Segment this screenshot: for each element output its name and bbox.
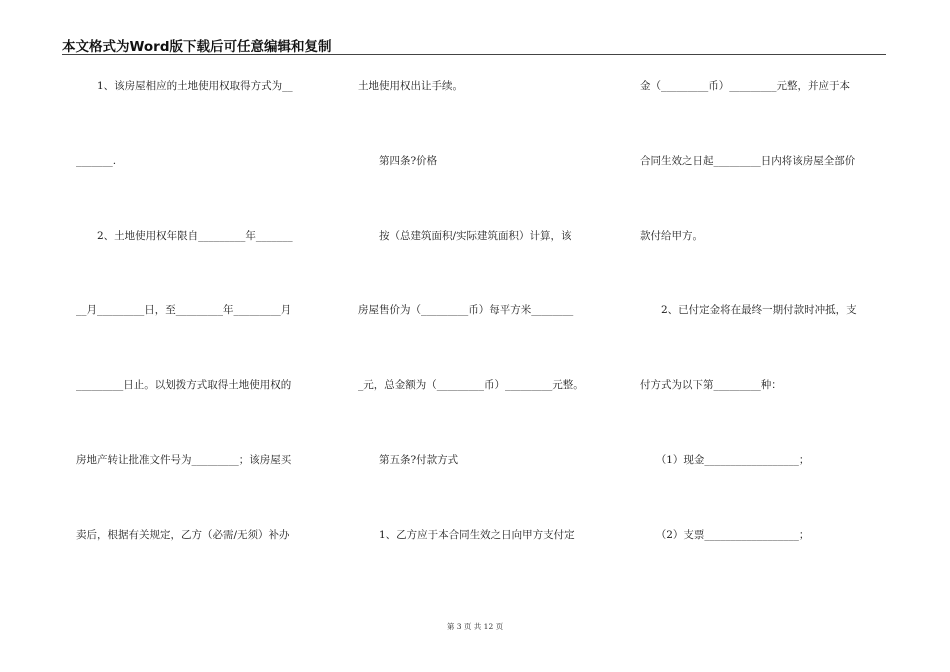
- text-line: 合同生效之日起_________日内将该房屋全部价: [640, 155, 856, 167]
- text-line: （1）现金__________________；: [640, 454, 810, 466]
- text-line: （2）支票__________________；: [640, 529, 810, 541]
- text-line: _元，总金额为（_________币）_________元整。: [358, 379, 584, 391]
- page-header: [62, 34, 886, 55]
- page-number: 第 3 页 共 12 页: [446, 622, 504, 631]
- text-line: 2、土地使用权年限自_________年_______: [76, 230, 293, 242]
- text-line: 按（总建筑面积/实际建筑面积）计算，该: [358, 230, 572, 242]
- text-line: 金（_________币）_________元整，并应于本: [640, 80, 850, 92]
- text-line: 款付给甲方。: [640, 230, 703, 242]
- text-line: 2、已付定金将在最终一期付款时冲抵，支: [640, 304, 857, 316]
- text-line: 第五条?付款方式: [358, 454, 459, 466]
- text-line: 1、该房屋相应的土地使用权取得方式为__: [76, 80, 293, 92]
- text-line: _______.: [76, 155, 117, 167]
- text-line: 第四条?价格: [358, 155, 438, 167]
- text-line: 1、乙方应于本合同生效之日向甲方支付定: [358, 529, 575, 541]
- header-title: 本文格式为Word版下载后可任意编辑和复制: [62, 39, 332, 55]
- text-line: 土地使用权出让手续。: [358, 80, 463, 92]
- text-line: 卖后，根据有关规定，乙方（必需/无须）补办: [76, 529, 290, 541]
- text-line: 房地产转让批准文件号为_________；该房屋买: [76, 454, 292, 466]
- text-line: 付方式为以下第_________种：: [640, 379, 782, 391]
- text-line: __月_________日，至_________年_________月: [76, 304, 292, 316]
- text-line: _________日止。以划拨方式取得土地使用权的: [76, 379, 292, 391]
- text-line: 房屋售价为（_________币）每平方米________: [358, 304, 574, 316]
